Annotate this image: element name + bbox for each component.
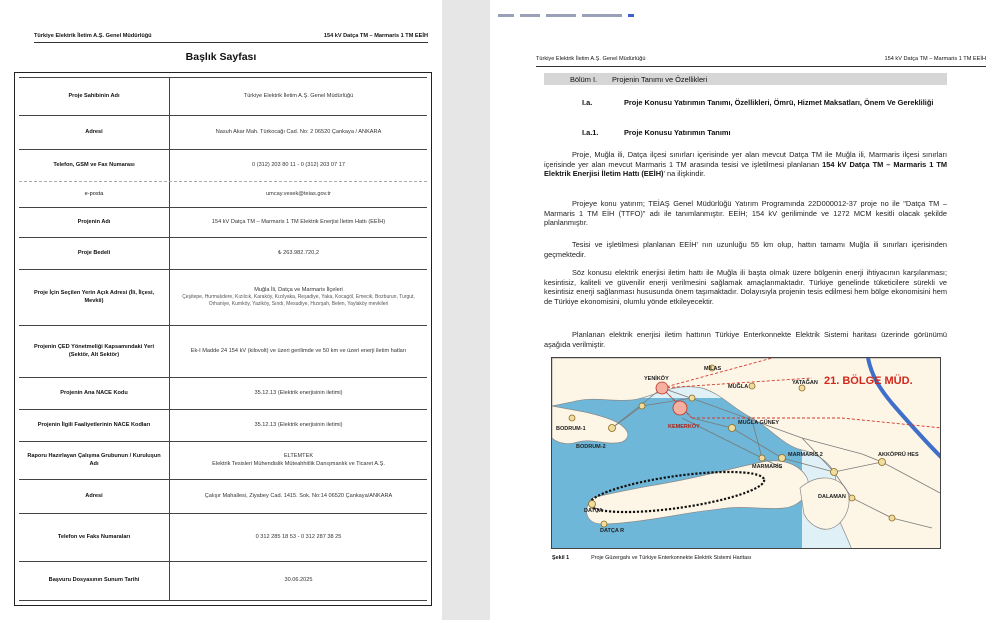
- row-label: Projenin ÇED Yönetmeliği Kapsamındaki Yeri (Sektör, Alt Sektör): [19, 326, 170, 377]
- page-title: Başlık Sayfası: [185, 51, 257, 63]
- map-label: DATÇA R: [600, 528, 625, 534]
- row-value: umcay.vesek@teias.gov.tr: [266, 190, 331, 197]
- table-row: [19, 513, 427, 561]
- table-row: [19, 479, 427, 513]
- map-label: AKKÖPRÜ HES: [878, 452, 919, 458]
- header-org: Türkiye Elektrik İletim A.Ş. Genel Müdürlüğü: [34, 33, 152, 39]
- paragraph-3: Tesisi ve işletilmesi planlanan EEİH' nın uzunluğu 55 km olup, hattın tamamı Muğla ili sınırları içerisinden geçmektedir.: [544, 240, 947, 259]
- row-value: Nasuh Akar Mah. Türkocağı Cad. No: 2 06520 Çankaya / ANKARA: [215, 128, 382, 135]
- subsection-number: I.a.: [582, 98, 593, 107]
- header-rule: [536, 66, 986, 67]
- row-value: ELTEMTEK: [283, 452, 314, 459]
- map-label: DATÇA: [584, 508, 603, 514]
- map-svg: [552, 358, 941, 549]
- row-label: Projenin Ana NACE Kodu: [19, 378, 170, 409]
- paragraph-text: ' na ilişkindir.: [663, 169, 706, 179]
- row-value: 35.12.13 (Elektrik enerjisinin iletimi): [254, 421, 343, 428]
- row-value: 0 312 285 18 53 - 0 312 287 38 25: [255, 533, 342, 540]
- row-label: Proje Sahibinin Adı: [19, 78, 170, 115]
- row-label: Telefon ve Faks Numaraları: [19, 514, 170, 561]
- row-label: Adresi: [19, 116, 170, 149]
- map-label: YENİKÖY: [644, 376, 669, 382]
- table-row: [19, 377, 427, 409]
- subsubsection-number: I.a.1.: [582, 128, 599, 137]
- header-project: 154 kV Datça TM – Marmaris 1 TM EEİH: [323, 33, 428, 39]
- table-row: [19, 181, 427, 207]
- row-value: 154 kV Datça TM – Marmaris 1 TM Elektrik Enerjisi İletim Hattı (EEİH): [211, 218, 386, 225]
- figure-caption: [552, 555, 751, 561]
- row-label: Telefon, GSM ve Fax Numarası: [19, 150, 170, 181]
- map-label: YATAĞAN: [792, 380, 818, 386]
- row-value: Çalışır Mahallesi, Ziyabey Cad. 1415. Sok. No:14 06520 Çankaya/ANKARA: [204, 492, 393, 499]
- row-label: Proje İçin Seçilen Yerin Açık Adresi (İli, İlçesi, Mevkii): [19, 270, 170, 325]
- table-row: [19, 77, 427, 115]
- subsection-heading: [582, 98, 947, 108]
- title-page: [0, 0, 442, 620]
- row-label: Raporu Hazırlayan Çalışma Grubunun / Kuruluşun Adı: [19, 442, 170, 479]
- subsection-title: Proje Konusu Yatırımın Tanımı, Özellikleri, Ömrü, Hizmet Maksatları, Önem Ve Gerekliliği: [624, 98, 934, 107]
- previous-page-fragment: [490, 12, 1000, 18]
- paragraph-5: Planlanan elektrik enerjisi iletim hattının Türkiye Enterkonnekte Elektrik Sistemi haritası üzerinde görünümü aşağıda verilmiştir.: [544, 330, 947, 349]
- row-label: Projenin İlgili Faaliyetlerinin NACE Kodları: [19, 410, 170, 441]
- title-info-table: [14, 72, 432, 606]
- subsubsection-heading: [582, 128, 731, 137]
- paragraph-1: [544, 150, 947, 179]
- map-label: MİLAS: [704, 366, 722, 372]
- row-value-detail: Elektrik Tesisleri Mühendislik Müteahhitlik Danışmanlık ve Ticaret A.Ş.: [212, 460, 385, 467]
- row-label: Adresi: [19, 480, 170, 513]
- map-label: MARMARİS 2: [788, 452, 823, 458]
- page-header: [34, 33, 428, 39]
- row-value-detail: Çeşitepe, Hurmalıdere, Kızılcık, Karaköy, Kızılyaka, Reşadiye, Yaka, Kocagöl, Emecik, Bozburun, Turgut, Orhaniye, Kumköy, Yaziköy, Sındı, Mesudiye, Hızırşah, Belen, Yaylaköy mevkileri: [182, 294, 415, 308]
- row-value: Ek-I Madde 24 154 kV (kilovolt) ve üzeri gerilimde ve 50 km ve üzeri enerji iletim hatları: [190, 347, 407, 354]
- map-label: MARMARİS: [752, 464, 783, 470]
- table-row: [19, 207, 427, 237]
- row-label: Projenin Adı: [19, 208, 170, 237]
- table-row: [19, 149, 427, 181]
- section-heading: [544, 73, 947, 85]
- project-name-bold: 154 kV Datça TM – Marmaris 1 TM Elektrik Enerjisi İletim Hattı (EEİH): [544, 159, 947, 179]
- section-number: Bölüm I.: [570, 74, 598, 84]
- map-label: KEMERKÖY: [668, 424, 700, 430]
- header-rule: [34, 42, 428, 43]
- table-row: [19, 325, 427, 377]
- table-row: [19, 237, 427, 269]
- section-page: [490, 0, 1000, 620]
- row-value: 35.12.13 (Elektrik enerjisinin iletimi): [254, 389, 343, 396]
- map-region-title: 21. BÖLGE MÜD.: [824, 375, 913, 387]
- row-label: Proje Bedeli: [19, 238, 170, 269]
- figure-label: Şekil 1: [552, 555, 570, 561]
- table-row: [19, 269, 427, 325]
- row-value: Türkiye Elektrik İletim A.Ş. Genel Müdürlüğü: [243, 92, 354, 99]
- paragraph-2: Projeye konu yatırım; TEİAŞ Genel Müdürlüğü Yatırım Programında 22D000012-37 proje no ile "Datça TM – Marmaris 1 TM EİH (TTFO)" adı ile tanımlanmıştır. EEİH; 154 kV geriliminde ve 1272 MCM kesitli olacak şekilde planlanmıştır.: [544, 199, 947, 228]
- row-value: 0 (312) 203 80 11 - 0 (312) 203 07 17: [252, 161, 345, 168]
- map-label: MUĞLA GÜNEY: [738, 420, 780, 426]
- table-row: [19, 561, 427, 601]
- map-label: MUĞLA: [728, 384, 749, 390]
- map-label: BODRUM-1: [556, 426, 586, 432]
- map-label: DALAMAN: [818, 494, 846, 500]
- header-project: 154 kV Datça TM – Marmaris 1 TM EEİH: [884, 56, 986, 62]
- subsubsection-title: Proje Konusu Yatırımın Tanımı: [624, 128, 731, 137]
- row-value: 30.06.2025: [284, 577, 313, 584]
- map-label: BODRUM-2: [576, 444, 606, 450]
- table-row: [19, 441, 427, 479]
- paragraph-text: Proje, Muğla ili, Datça ilçesi sınırları içerisinde yer alan mevcut Datça TM ile Muğla ili, Marmaris ilçesi sınırları içerisinde yer alan mevcut Marmaris 1 TM arasında tesisi ve işletilmesi planlanan: [544, 150, 947, 169]
- row-label: e-posta: [19, 182, 170, 207]
- table-row: [19, 115, 427, 149]
- figure-caption-text: Proje Güzergahı ve Türkiye Enterkonnekte Elektrik Sistemi Haritası: [591, 555, 752, 561]
- row-value-group: [170, 270, 427, 325]
- row-value-group: [170, 442, 427, 479]
- paragraph-4: Söz konusu elektrik enerjisi iletim hattı ile Muğla ili başta olmak üzere bölgenin enerji ihtiyacının karşılanması; kesintisiz, kaliteli ve güvenilir enerji verilmesini sağlamak amaçlanmaktadır. Türkiye genelinde tüketicilere sürekli ve kesintisiz enerji sağlanması hususunda önem taşımaktadır. Dolayısıyla projenin tesis edilmesi hem bölge ekonomisini hem de Türkiye ekonomisini, olumlu yönde etkileyecektir.: [544, 268, 947, 306]
- row-label: Başvuru Dosyasının Sunum Tarihi: [19, 562, 170, 600]
- row-value: Muğla İli, Datça ve Marmaris İlçeleri: [254, 286, 343, 293]
- header-org: Türkiye Elektrik İletim A.Ş. Genel Müdürlüğü: [536, 56, 646, 62]
- grid-map-figure: [551, 357, 941, 549]
- row-value: ₺ 263.982.720,2: [278, 249, 319, 256]
- page-header: [536, 56, 986, 62]
- section-title: Projenin Tanımı ve Özellikleri: [612, 74, 708, 84]
- table-row: [19, 409, 427, 441]
